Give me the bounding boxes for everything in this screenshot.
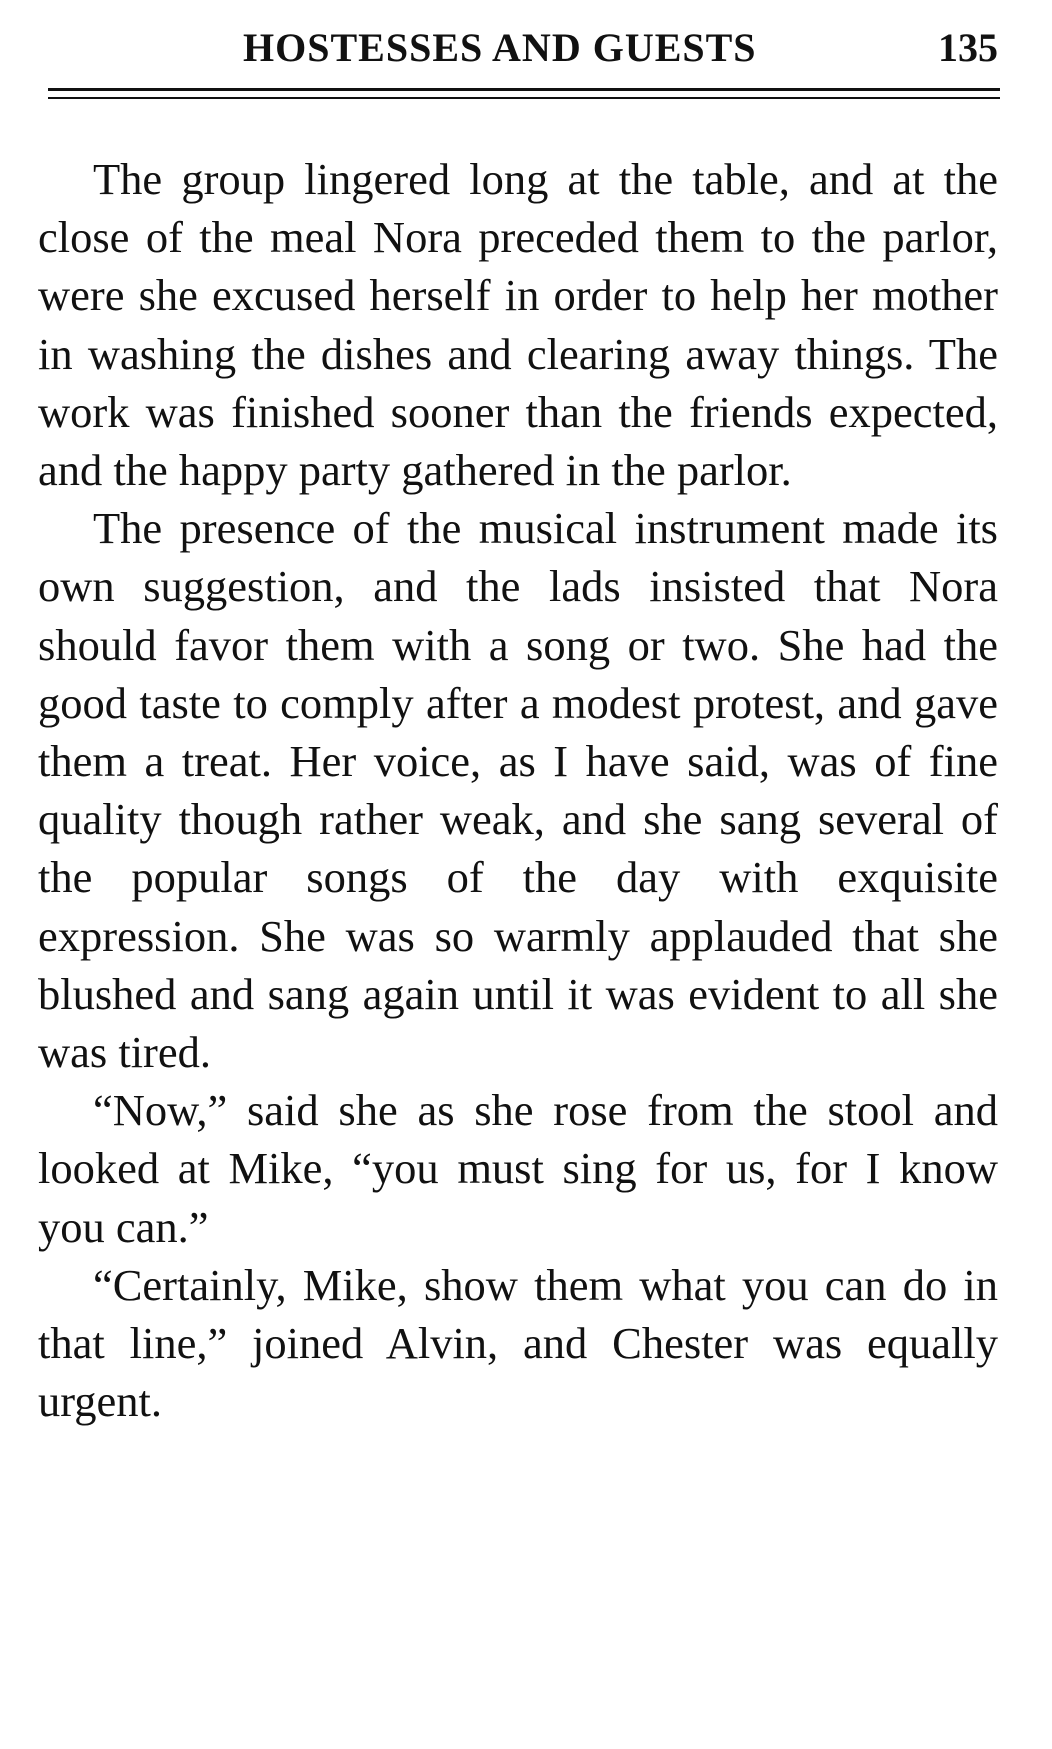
header-rule-top — [48, 88, 1000, 91]
body-text — [38, 150, 998, 1430]
paragraph-alvin-urges-mike: “Certainly, Mike, show them what you can do in that line,” joined Alvin, and Chester was equally urgent. — [38, 1259, 998, 1427]
paragraph-nora-sings: The presence of the musical instrument made its own suggestion, and the lads insisted that Nora should favor them with a song or two. She had the good taste to comply after a modest protest, and gave them a treat. Her voice, as I have said, was of fine quality though rather weak, and she sang several of the popular songs of the day with exquisite expression. She was so warmly applauded that she blushed and sang again until it was evident to all she was tired. — [38, 503, 998, 1078]
paragraph-lingered-at-table: The group lingered long at the table, and at the close of the meal Nora preceded them to the parlor, were she excused herself in order to help her mother in washing the dishes and clearing away things. The work was finished sooner than the friends expected, and the happy party gathered in the parlor. — [38, 154, 998, 496]
running-head — [48, 18, 998, 78]
page-number: 135 — [938, 25, 998, 70]
paragraph-nora-asks-mike: “Now,” said she as she rose from the stool and looked at Mike, “you must sing for us, for I know you can.” — [38, 1085, 998, 1252]
running-title: HOSTESSES AND GUESTS — [243, 25, 757, 70]
header-rule-bottom — [48, 97, 1000, 99]
